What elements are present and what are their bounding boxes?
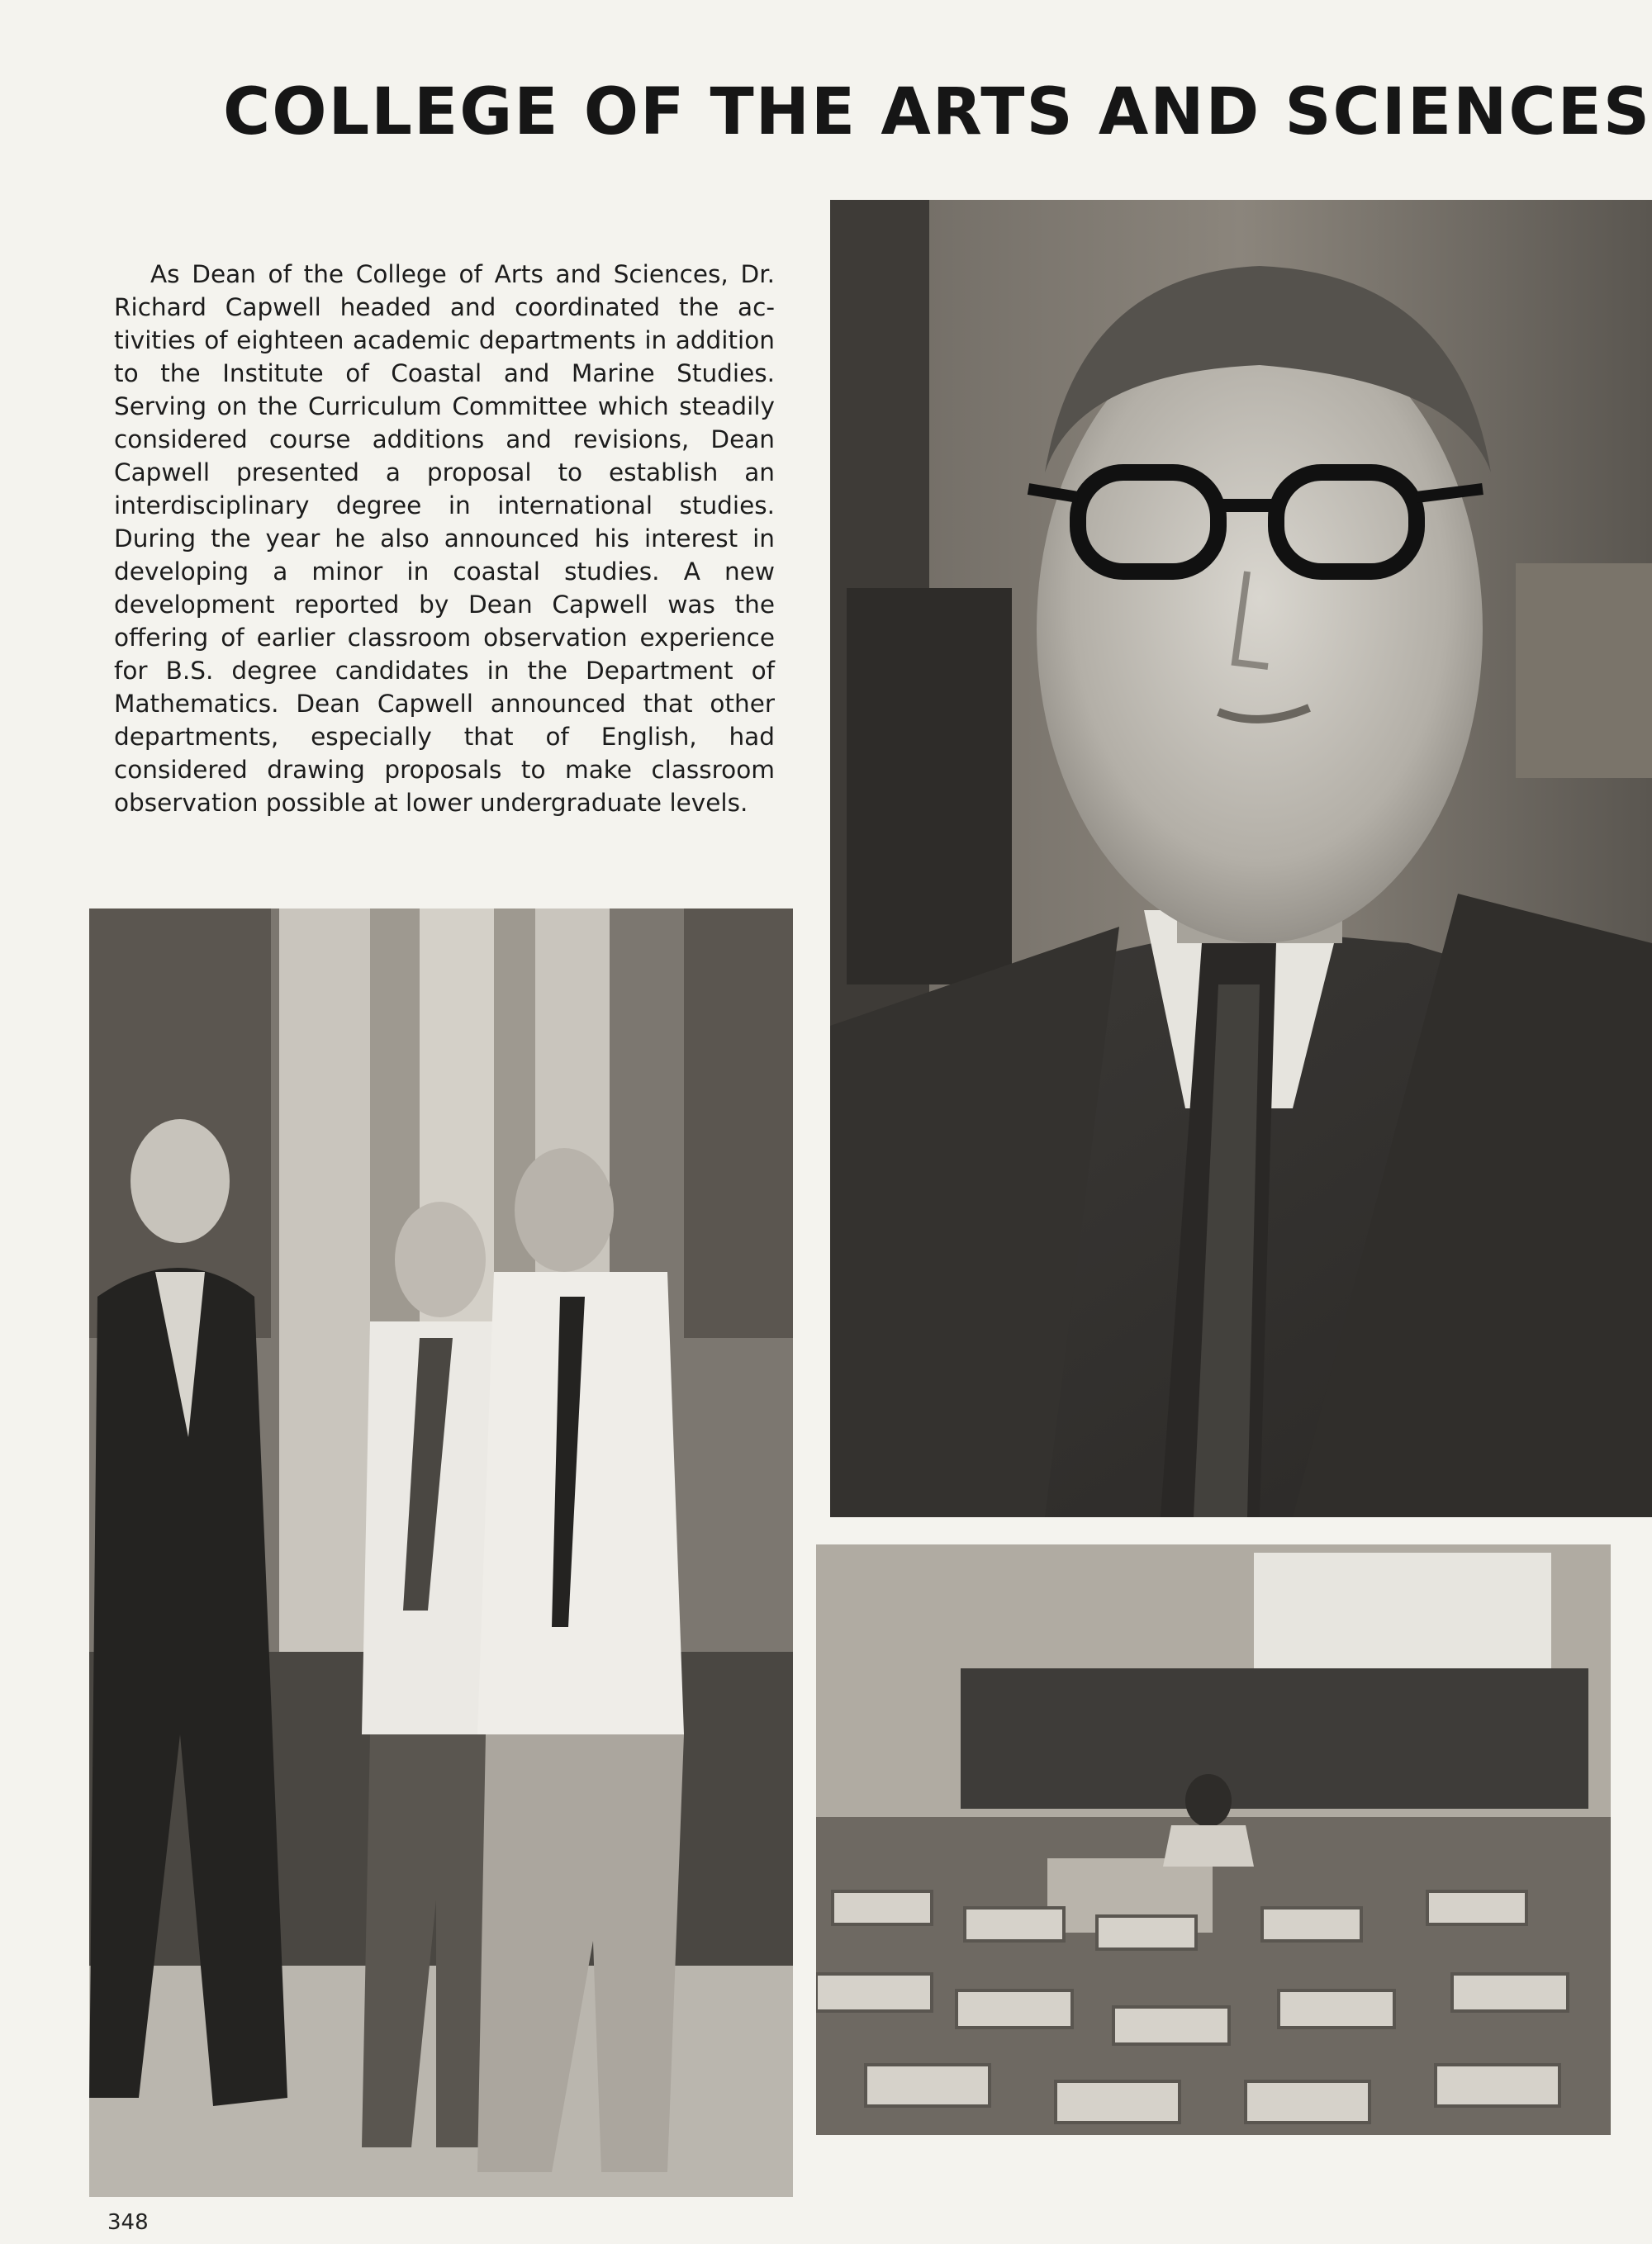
classroom-photo	[816, 1544, 1611, 2135]
walking-men-photo	[89, 909, 793, 2197]
body-paragraph: As Dean of the College of Arts and Sciences, Dr. Richard Capwell headed and coordinated the activities of eighteen academic departments in addition to the Institute of Coastal and Marine Studies. Serving on the Curriculum Committee which steadily considered course additions and revisions, Dean Capwell presented a proposal to establish an interdisciplinary degree in international studies. During the year he also announced his interest in developing a minor in coastal studies. A new development reported by Dean Capwell was the offering of earlier classroom observation experience for B.S. degree candidates in the Department of Mathematics. Dean Capwell announced that other departments, especially that of English, had considered drawing proposals to make classroom observation possible at lower undergraduate levels.	[114, 260, 775, 817]
page-number: 348	[107, 2210, 149, 2235]
portrait-photo	[830, 200, 1652, 1517]
page-title: COLLEGE OF THE ARTS AND SCIENCES	[223, 75, 1652, 149]
